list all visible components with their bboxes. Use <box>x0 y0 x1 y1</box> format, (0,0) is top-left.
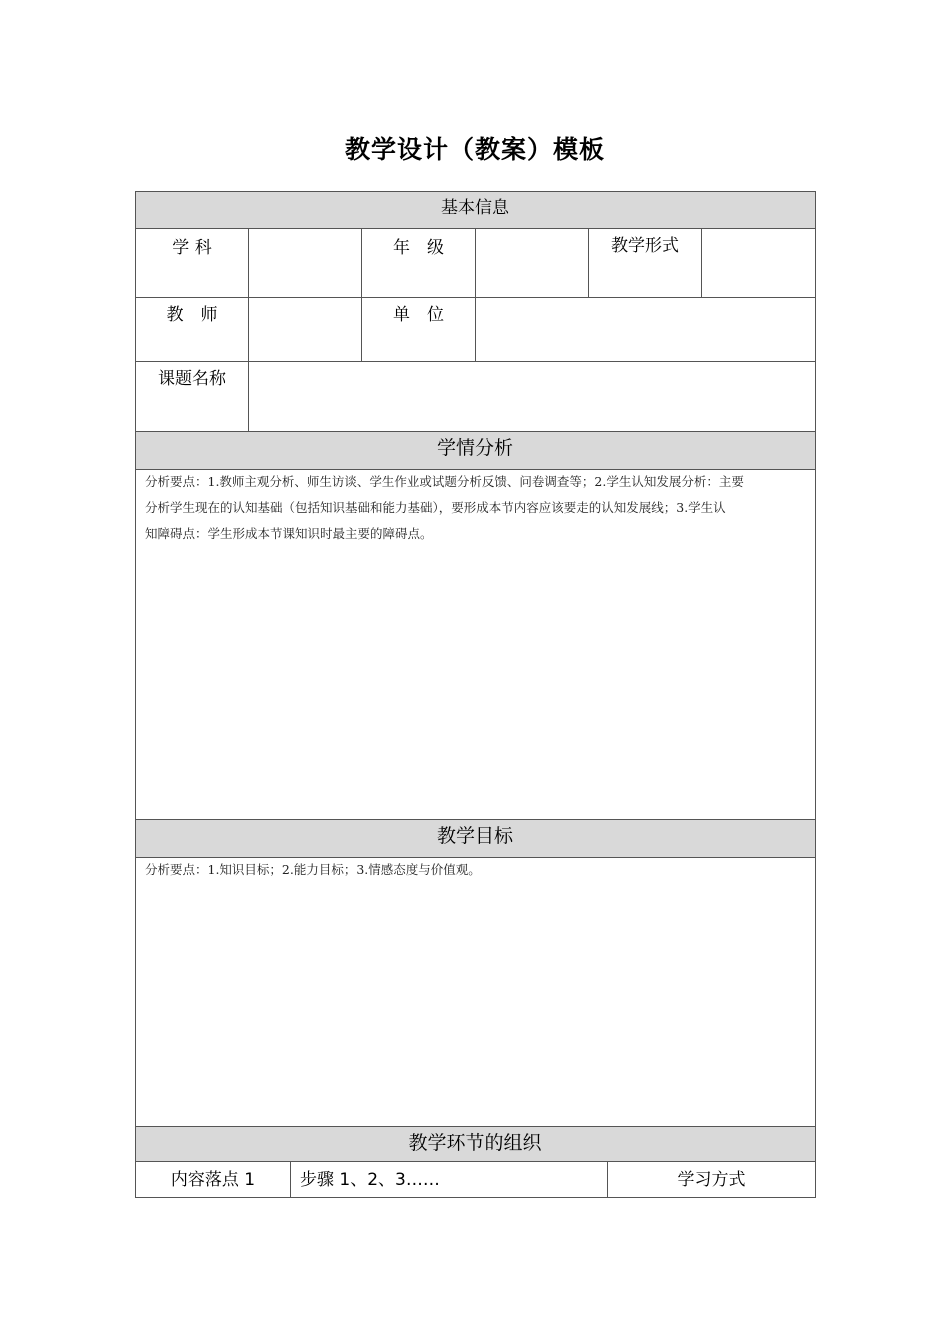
unit-label: 单 位 <box>393 305 444 325</box>
teacher-value[interactable] <box>249 298 361 361</box>
objectives-note[interactable] <box>145 857 811 883</box>
analysis-note[interactable] <box>145 469 811 547</box>
analysis-note-line: 分析学生现在的认知基础（包括知识基础和能力基础），要形成本节内容应该要走的认知发展线；3.学生认 <box>145 500 726 515</box>
analysis-header: 学情分析 <box>436 437 513 459</box>
steps-label: 步骤 1、2、3…… <box>300 1170 440 1190</box>
topic-label: 课题名称 <box>158 369 226 389</box>
table-divider <box>135 431 816 432</box>
table-divider <box>135 1161 816 1162</box>
unit-value[interactable] <box>476 298 815 361</box>
objectives-header: 教学目标 <box>436 825 513 847</box>
grade-label: 年 级 <box>393 238 444 258</box>
analysis-note-line: 分析要点：1.教师主观分析、师生访谈、学生作业或试题分析反馈、问卷调查等；2.学生认知发展分析：主要 <box>145 474 744 489</box>
topic-value[interactable] <box>249 362 815 431</box>
subject-value[interactable] <box>249 229 361 297</box>
learning-mode-label: 学习方式 <box>677 1170 746 1190</box>
subject-label: 学 科 <box>172 238 212 258</box>
basic-info-header: 基本信息 <box>441 198 509 218</box>
page-title: 教学设计（教案）模板 <box>344 135 605 164</box>
grade-value[interactable] <box>476 229 588 297</box>
organization-header: 教学环节的组织 <box>408 1132 542 1154</box>
teacher-label: 教 师 <box>166 305 218 325</box>
table-divider <box>135 819 816 820</box>
table-border-top <box>135 191 816 192</box>
table-border-left <box>135 191 136 1198</box>
objectives-note-line: 分析要点：1.知识目标；2.能力目标；3.情感态度与价值观。 <box>145 862 481 877</box>
column-divider <box>290 1161 291 1197</box>
content-point-label: 内容落点 1 <box>170 1170 256 1190</box>
analysis-note-line: 知障碍点：学生形成本节课知识时最主要的障碍点。 <box>145 526 433 541</box>
teaching-form-value[interactable] <box>702 229 815 297</box>
teaching-form-label: 教学形式 <box>611 236 679 256</box>
table-border-right <box>815 191 816 1198</box>
table-divider <box>135 1126 816 1127</box>
table-border-bottom <box>135 1197 816 1198</box>
